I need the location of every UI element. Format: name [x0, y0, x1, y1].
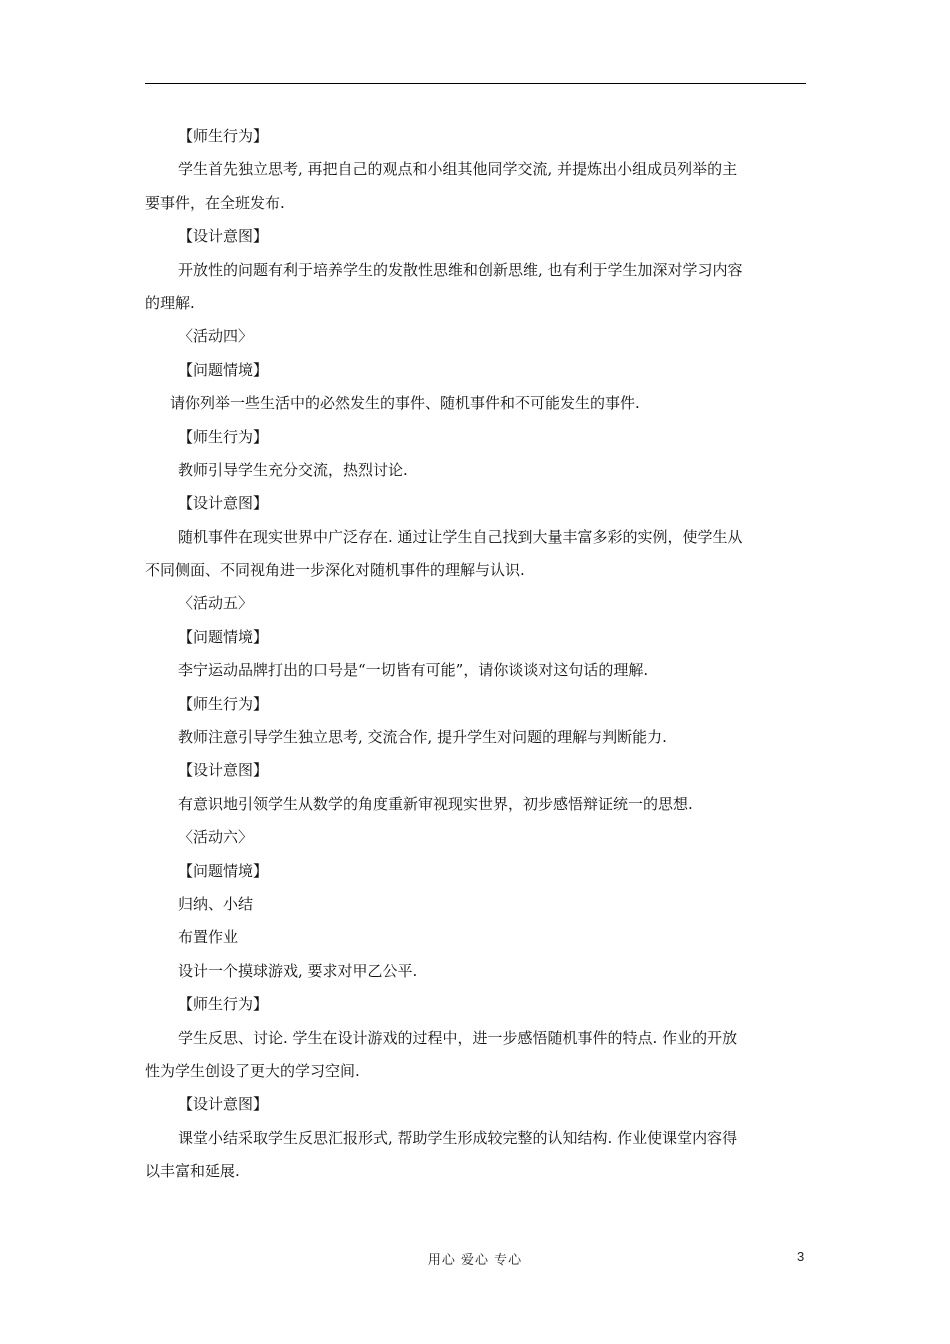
header-rule	[145, 83, 806, 84]
section-heading: 【设计意图】	[178, 227, 269, 246]
section-heading: 【问题情境】	[178, 627, 269, 646]
paragraph-line: 布置作业	[178, 928, 239, 947]
page-number: 3	[797, 1249, 805, 1264]
section-heading: 【设计意图】	[178, 761, 269, 780]
paragraph-line: 请你列举一些生活中的必然发生的事件、随机事件和不可能发生的事件.	[170, 394, 640, 413]
section-heading: 【设计意图】	[178, 1095, 269, 1114]
paragraph-line: 不同侧面、不同视角进一步深化对随机事件的理解与认识.	[145, 561, 525, 580]
section-heading: 【师生行为】	[178, 694, 269, 713]
paragraph-line: 随机事件在现实世界中广泛存在. 通过让学生自己找到大量丰富多彩的实例，使学生从	[178, 527, 743, 546]
paragraph-line: 以丰富和延展.	[145, 1162, 240, 1181]
paragraph-line: 设计一个摸球游戏, 要求对甲乙公平.	[178, 961, 418, 980]
paragraph-line: 课堂小结采取学生反思汇报形式, 帮助学生形成较完整的认知结构. 作业使课堂内容得	[178, 1128, 738, 1147]
paragraph-line: 教师引导学生充分交流，热烈讨论.	[178, 460, 408, 479]
paragraph-line: 要事件，在全班发布.	[145, 193, 285, 212]
paragraph-line: 学生反思、讨论. 学生在设计游戏的过程中，进一步感悟随机事件的特点. 作业的开放	[178, 1028, 738, 1047]
section-heading: 【设计意图】	[178, 494, 269, 513]
paragraph-line: 李宁运动品牌打出的口号是“一切皆有可能”，请你谈谈对这句话的理解.	[178, 661, 649, 680]
section-heading: 【问题情境】	[178, 861, 269, 880]
paragraph-line: 归纳、小结	[178, 894, 254, 913]
document-body	[145, 120, 809, 1189]
paragraph-line: 学生首先独立思考, 再把自己的观点和小组其他同学交流, 并提炼出小组成员列举的主	[178, 160, 738, 179]
section-heading: 【问题情境】	[178, 360, 269, 379]
footer-motto: 用心 爱心 专心	[427, 1253, 523, 1268]
paragraph-line: 的理解.	[145, 293, 195, 312]
section-heading: 【师生行为】	[178, 427, 269, 446]
paragraph-line: 教师注意引导学生独立思考, 交流合作, 提升学生对问题的理解与判断能力.	[178, 728, 667, 747]
activity-heading: 〈活动五〉	[178, 594, 254, 613]
paragraph-line: 性为学生创设了更大的学习空间.	[145, 1061, 360, 1080]
section-heading: 【师生行为】	[178, 995, 269, 1014]
paragraph-line: 有意识地引领学生从数学的角度重新审视现实世界，初步感悟辩证统一的思想.	[178, 794, 693, 813]
activity-heading: 〈活动六〉	[178, 828, 254, 847]
section-heading: 【师生行为】	[178, 127, 269, 145]
paragraph-line: 开放性的问题有利于培养学生的发散性思维和创新思维, 也有利于学生加深对学习内容	[178, 260, 743, 279]
activity-heading: 〈活动四〉	[178, 327, 254, 346]
